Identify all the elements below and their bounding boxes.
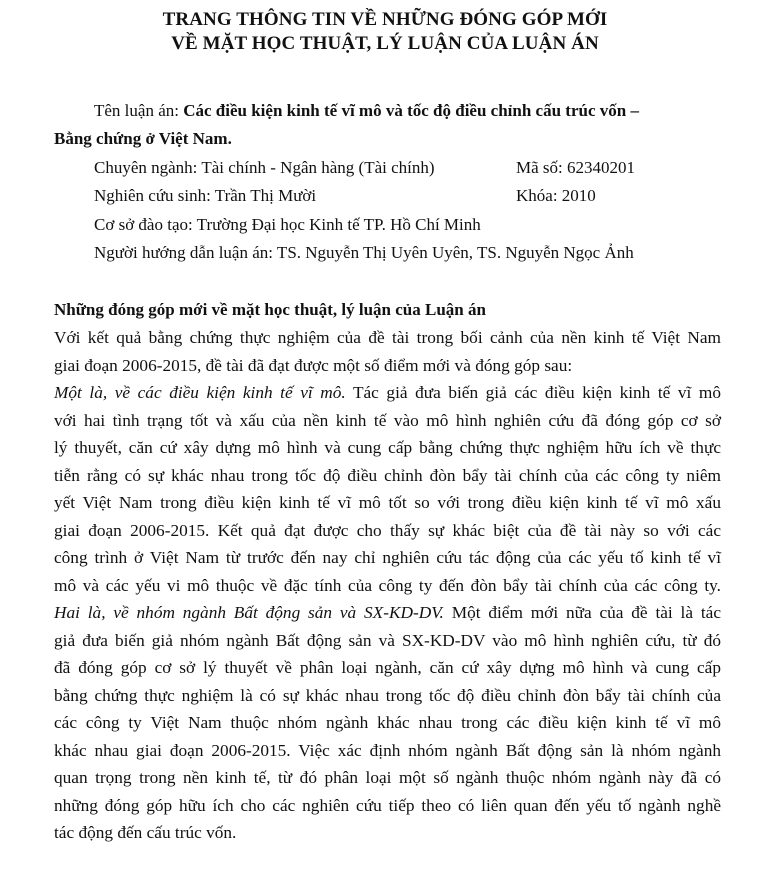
thesis-title-part-1: Các điều kiện kinh tế vĩ mô và tốc độ điều chỉnh cấu trúc vốn – [183, 101, 639, 120]
paragraph-line: giai đoạn 2006-2015, đề tài đã đạt được một số điểm mới và đóng góp sau: [54, 355, 573, 375]
paragraph-line: những đóng góp hữu ích cho các nghiên cứu tiếp theo có liên quan đến yếu tố ngành nghề [54, 795, 721, 815]
paragraph-line: Một là, về các điều kiện kinh tế vĩ mô. Tác giả đưa biến giả các điều kiện kinh tế vĩ mô [54, 383, 721, 402]
contributions-body [54, 324, 721, 847]
paragraph-line: yết Việt Nam trong điều kiện kinh tế vĩ mô tốt so với trong điều kiện kinh tế vĩ mô xấu [54, 493, 721, 512]
cohort-field: Khóa: 2010 [516, 186, 596, 205]
paragraph-line: Hai là, về nhóm ngành Bất động sản và SX-KD-DV. Một điểm mới nữa của đề tài là tác [54, 603, 721, 622]
paragraph-line: giả đưa biến giả nhóm ngành Bất động sản và SX-KD-DV vào mô hình nghiên cứu, từ đó [54, 630, 721, 650]
paragraph-line: giai đoạn 2006-2015. Kết quả đạt được cho thấy sự khác biệt của đề tài này so với các [54, 520, 721, 540]
code-field: Mã số: 62340201 [516, 158, 635, 177]
paragraph-line: với hai tình trạng tốt và xấu của nền kinh tế vào mô hình nghiên cứu đã đóng góp cơ sở [54, 410, 721, 430]
page-title-line-1: TRANG THÔNG TIN VỀ NHỮNG ĐÓNG GÓP MỚI [162, 9, 608, 30]
contributions-heading: Những đóng góp mới về mặt học thuật, lý luận của Luận án [54, 300, 486, 319]
supervisors-field: Người hướng dẫn luận án: TS. Nguyễn Thị Uyên Uyên, TS. Nguyễn Ngọc Ảnh [94, 243, 634, 262]
paragraph-line: Với kết quả bằng chứng thực nghiệm của đề tài trong bối cảnh của nền kinh tế Việt Nam [54, 328, 721, 347]
major-field: Chuyên ngành: Tài chính - Ngân hàng (Tài chính) [94, 158, 435, 177]
paragraph-line: tiễn rằng có sự khác nhau trong tốc độ điều chỉnh đòn bẩy tài chính của các công ty niêm [54, 465, 721, 485]
paragraph-line: lý thuyết, căn cứ xây dựng mô hình và cung cấp bằng chứng thực nghiệm hữu ích về thực [54, 438, 721, 457]
paragraph-line: mô và các yếu vi mô thuộc về đặc tính của công ty đến đòn bẩy tài chính của các công ty. [54, 575, 721, 595]
thesis-label: Tên luận án: [94, 101, 184, 120]
paragraph-line: công trình ở Việt Nam từ trước đến nay chỉ nghiên cứu tác động của các yếu tố kinh tế vĩ [54, 548, 721, 567]
thesis-title-part-2: Bằng chứng ở Việt Nam. [54, 129, 232, 148]
paragraph-line: tác động đến cấu trúc vốn. [54, 823, 237, 842]
second-contribution-lead: Hai là, về nhóm ngành Bất động sản và SX-KD-DV. [54, 603, 444, 622]
first-contribution-lead: Một là, về các điều kiện kinh tế vĩ mô. [54, 383, 346, 402]
paragraph-line: các công ty Việt Nam thuộc nhóm ngành khác nhau trong các điều kiện kinh tế vĩ mô [54, 713, 721, 732]
student-field: Nghiên cứu sinh: Trần Thị Mười [94, 186, 317, 205]
institution-field: Cơ sở đào tạo: Trường Đại học Kinh tế TP. Hồ Chí Minh [94, 215, 481, 234]
paragraph-line: quan trọng trong nền kinh tế, từ đó phân loại một số ngành thuộc nhóm ngành này đã có [54, 768, 721, 787]
thesis-title-row [94, 100, 639, 122]
paragraph-line: bằng chứng thực nghiệm là có sự khác nhau trong tốc độ điều chỉnh đòn bẩy tài chính của [54, 685, 721, 705]
page-title-line-2: VỀ MẶT HỌC THUẬT, LÝ LUẬN CỦA LUẬN ÁN [171, 33, 599, 54]
paragraph-line: đã đóng góp cơ sở lý thuyết về phân loại ngành, căn cứ xây dựng mô hình và cung cấp [54, 658, 721, 677]
paragraph-line: khác nhau giai đoạn 2006-2015. Việc xác định nhóm ngành Bất động sản là nhóm ngành [54, 740, 721, 760]
